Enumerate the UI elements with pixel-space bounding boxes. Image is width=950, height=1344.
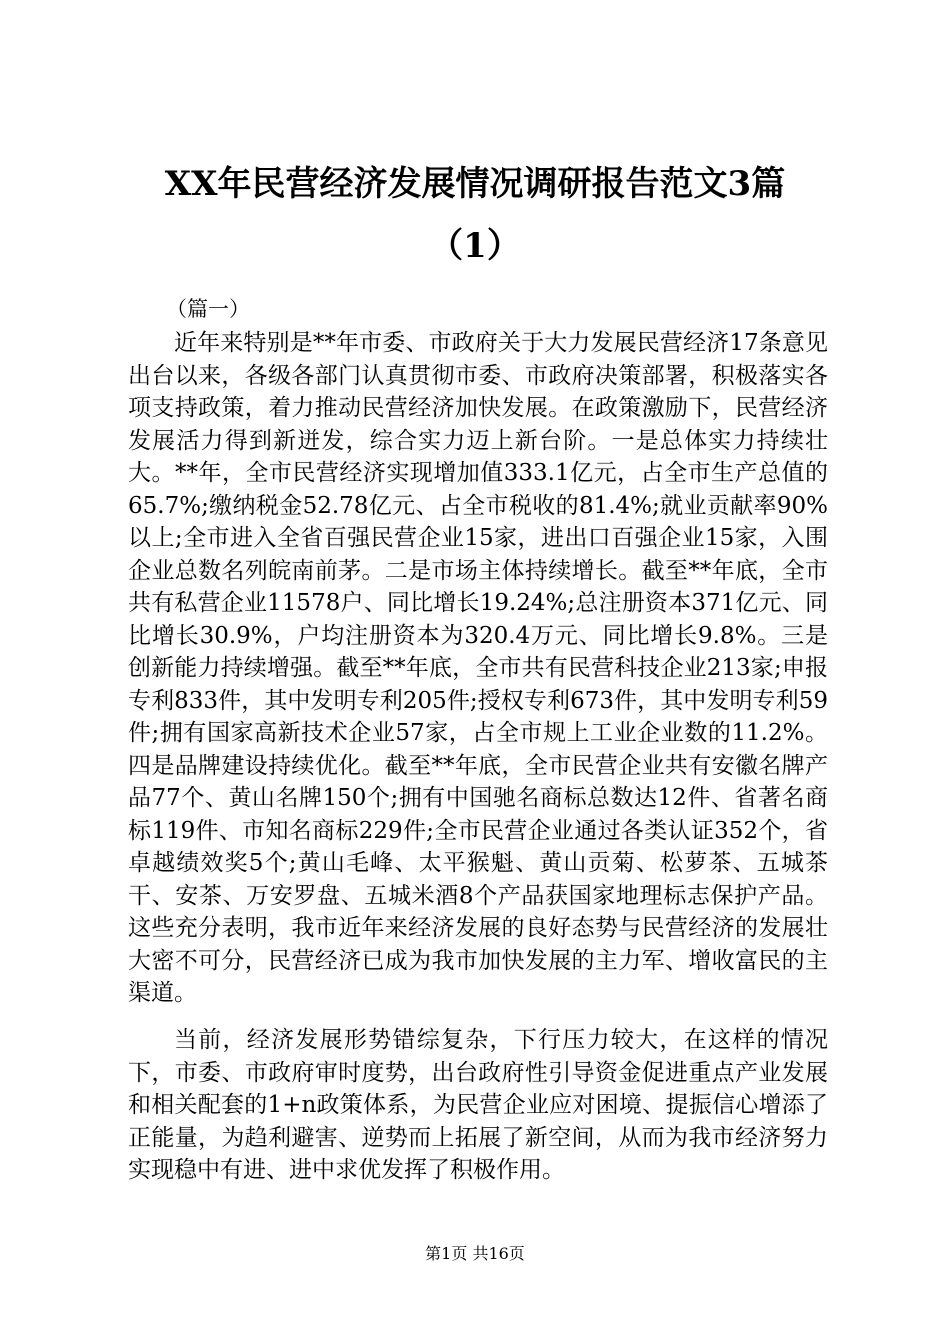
body-paragraph-1: 近年来特别是**年市委、市政府关于大力发展民营经济17条意见出台以来，各级各部门认真贯彻市委、市政府决策部署，积极落实各项支持政策，着力推动民营经济加快发展。在政策激励下，民营经济发展活力得到新迸发，综合实力迈上新台阶。一是总体实力持续壮大。**年，全市民营经济实现增加值333.1亿元，占全市生产总值的65.7%;缴纳税金52.78亿元、占全市税收的81.4%;就业贡献率90%以上;全市进入全省百强民营企业15家，进出口百强企业15家，入围企业总数名列皖南前茅。二是市场主体持续增长。截至**年底，全市共有私营企业11578户、同比增长19.24%;总注册资本371亿元、同比增长30.9%，户均注册资本为320.4万元、同比增长9.8%。三是创新能力持续增强。截至**年底，全市共有民营科技企业213家;申报专利833件，其中发明专利205件;授权专利673件，其中发明专利59件;拥有国家高新技术企业57家，占全市规上工业企业数的11.2%。四是品牌建设持续优化。截至**年底，全市民营企业共有安徽名牌产品77个、黄山名牌150个;拥有中国驰名商标总数达12件、省著名商标119件、市知名商标229件;全市民营企业通过各类认证352个，省卓越绩效奖5个;黄山毛峰、太平猴魁、黄山贡菊、松萝茶、五城茶干、安茶、万安罗盘、五城米酒8个产品获国家地理标志保护产品。这些充分表明，我市近年来经济发展的良好态势与民营经济的发展壮大密不可分，民营经济已成为我市加快发展的主力军、增收富民的主渠道。 [128,330,828,1006]
page-footer: 第1页 共16页 [425,1244,525,1263]
section-label: （篇一） [166,297,250,321]
body-paragraph-2: 当前，经济发展形势错综复杂，下行压力较大，在这样的情况下，市委、市政府审时度势，出台政府性引导资金促进重点产业发展和相关配套的1+n政策体系，为民营企业应对困境、提振信心增添了正能量，为趋利避害、逆势而上拓展了新空间，从而为我市经济努力实现稳中有进、进中求优发挥了积极作用。 [128,1027,828,1183]
document-title-line2: （1） [429,226,521,266]
document-title-line1: XX年民营经济发展情况调研报告范文3篇 [164,164,786,204]
